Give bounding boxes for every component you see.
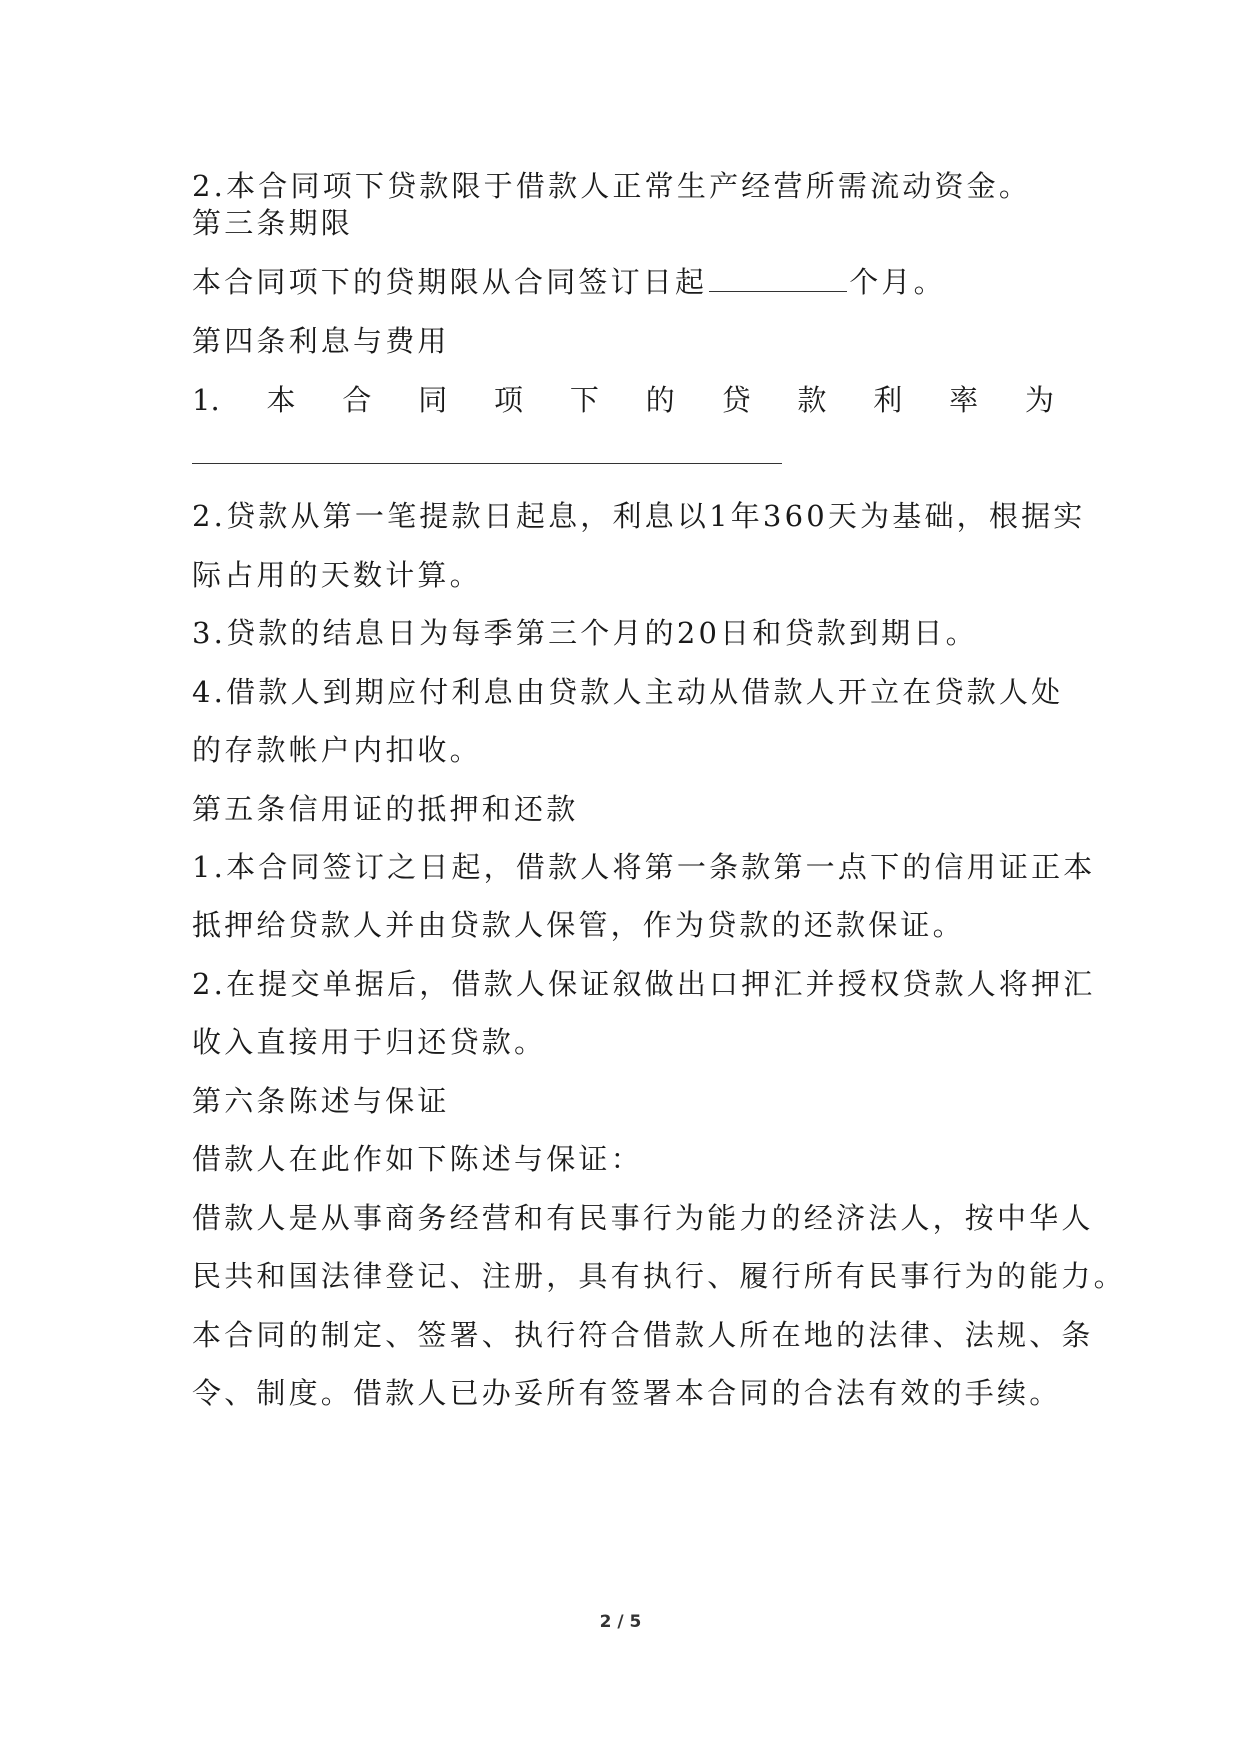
spread-char: 同 <box>418 383 448 417</box>
paragraph-line: 收入直接用于归还贷款。 <box>192 1025 547 1059</box>
blank-field <box>709 265 847 292</box>
spread-char: 利 <box>873 383 903 417</box>
spread-char: 下 <box>569 383 599 417</box>
paragraph-line: 2.本合同项下贷款限于借款人正常生产经营所需流动资金。 <box>192 169 1032 203</box>
section-heading: 第四条利息与费用 <box>192 324 450 358</box>
spread-char: 为 <box>1024 383 1054 417</box>
spread-char: 率 <box>949 383 979 417</box>
interest-rate-line <box>192 380 1054 420</box>
paragraph-line: 本合同的制定、签署、执行符合借款人所在地的法律、法规、条 <box>192 1318 1094 1352</box>
spread-char: 的 <box>645 383 675 417</box>
spread-char: 项 <box>494 383 524 417</box>
paragraph-line: 际占用的天数计算。 <box>192 558 482 592</box>
spread-char: 款 <box>797 383 827 417</box>
spread-char: 合 <box>342 383 372 417</box>
page-number: 2 / 5 <box>599 1612 642 1632</box>
paragraph-line: 1.本合同签订之日起，借款人将第一条款第一点下的信用证正本 <box>192 850 1096 884</box>
spread-char: 1. <box>192 383 220 417</box>
paragraph-line: 令、制度。借款人已办妥所有签署本合同的合法有效的手续。 <box>192 1376 1062 1410</box>
paragraph-line: 民共和国法律登记、注册，具有执行、履行所有民事行为的能力。 <box>192 1259 1126 1293</box>
paragraph-line: 4.借款人到期应付利息由贷款人主动从借款人开立在贷款人处 <box>192 675 1064 709</box>
paragraph-line: 2.在提交单据后，借款人保证叙做出口押汇并授权贷款人将押汇 <box>192 967 1096 1001</box>
paragraph-line <box>192 262 1054 302</box>
paragraph-line: 抵押给贷款人并由贷款人保管，作为贷款的还款保证。 <box>192 908 965 942</box>
paragraph-line: 的存款帐户内扣收。 <box>192 733 482 767</box>
blank-rule <box>192 463 782 464</box>
term-unit: 个月。 <box>849 265 946 299</box>
section-heading: 第三条期限 <box>192 206 354 240</box>
paragraph-line: 借款人在此作如下陈述与保证： <box>192 1142 643 1176</box>
section-heading: 第五条信用证的抵押和还款 <box>192 792 579 826</box>
section-heading: 第六条陈述与保证 <box>192 1084 450 1118</box>
term-text: 本合同项下的贷期限从合同签订日起 <box>192 265 708 299</box>
paragraph-line: 3.贷款的结息日为每季第三个月的20日和贷款到期日。 <box>192 616 978 650</box>
spread-char: 贷 <box>721 383 751 417</box>
spread-char: 本 <box>266 383 296 417</box>
paragraph-line: 借款人是从事商务经营和有民事行为能力的经济法人，按中华人 <box>192 1201 1094 1235</box>
paragraph-line: 2.贷款从第一笔提款日起息，利息以1年360天为基础，根据实 <box>192 499 1086 533</box>
